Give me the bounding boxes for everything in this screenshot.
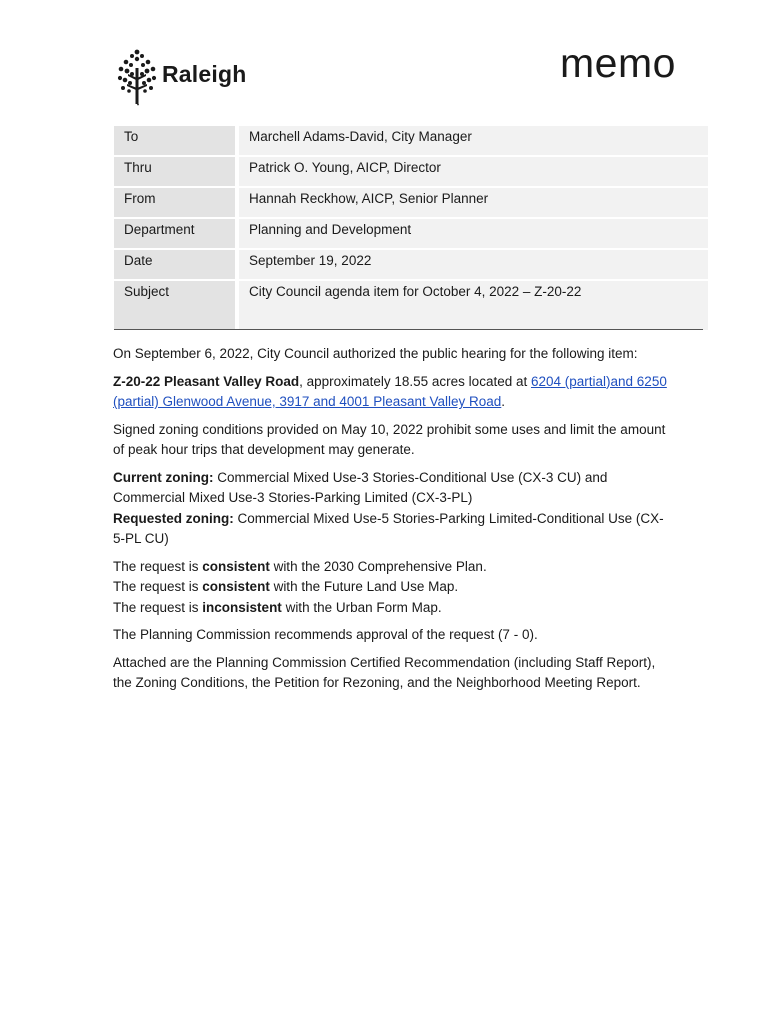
header-label: Subject xyxy=(114,281,235,330)
attachments-paragraph: Attached are the Planning Commission Certified Recommendation (including Staff Report), the Zoning Conditions, the Petition for Rezoning, and the Neighborhood Meeting Report. xyxy=(113,654,656,690)
zoning-paragraph xyxy=(113,468,673,550)
header-value: Hannah Reckhow, AICP, Senior Planner xyxy=(235,188,708,217)
memo-header-table xyxy=(114,124,708,332)
recommendation-paragraph: The Planning Commission recommends approval of the request (7 - 0). xyxy=(113,627,538,642)
case-title: Z-20-22 Pleasant Valley Road xyxy=(113,373,300,389)
consistency-pre: The request is xyxy=(113,558,203,574)
current-zoning-value: Commercial Mixed Use-3 Stories-Conditional Use (CX-3 CU) and Commercial Mixed Use-3 Stories-Parking Limited (CX-3-PL) xyxy=(113,469,608,505)
consistency-term: inconsistent xyxy=(202,599,282,615)
intro-paragraph: On September 6, 2022, City Council authorized the public hearing for the following item: xyxy=(113,346,638,361)
header-divider xyxy=(114,329,703,330)
header-row-to xyxy=(114,126,708,155)
consistency-post: with the 2030 Comprehensive Plan. xyxy=(269,558,487,574)
consistency-paragraph xyxy=(113,557,673,619)
case-end: . xyxy=(501,394,506,409)
requested-zoning-label: Requested zoning: xyxy=(113,510,234,526)
consistency-post: with the Urban Form Map. xyxy=(281,599,442,615)
raleigh-logo xyxy=(116,48,246,106)
header-value: September 19, 2022 xyxy=(235,250,708,279)
consistency-term: consistent xyxy=(202,579,270,594)
header-row-date xyxy=(114,250,708,279)
consistency-term: consistent xyxy=(202,558,270,574)
requested-zoning-value: Commercial Mixed Use-5 Stories-Parking Limited-Conditional Use (CX-5-PL CU) xyxy=(113,510,664,546)
header-label: Department xyxy=(114,219,235,248)
address-link[interactable]: 6204 (partial)and 6250 (partial) Glenwood Avenue, 3917 and 4001 Pleasant Valley Road xyxy=(113,373,667,409)
header-value: Marchell Adams-David, City Manager xyxy=(235,126,708,155)
case-description: , approximately 18.55 acres located at xyxy=(299,373,531,389)
consistency-pre: The request is xyxy=(113,579,203,594)
header-value: Planning and Development xyxy=(235,219,708,248)
header-label: From xyxy=(114,188,235,217)
logo-text: Raleigh xyxy=(162,60,247,87)
header-value: City Council agenda item for October 4, 2022 – Z-20-22 xyxy=(235,281,708,330)
header-row-subject xyxy=(114,281,708,330)
conditions-paragraph: Signed zoning conditions provided on May 10, 2022 prohibit some uses and limit the amount of peak hour trips that development may generate. xyxy=(113,421,666,457)
header-value: Patrick O. Young, AICP, Director xyxy=(235,157,708,186)
oak-tree-icon xyxy=(116,48,158,106)
header-row-from xyxy=(114,188,708,217)
memo-body xyxy=(113,344,673,701)
current-zoning-label: Current zoning: xyxy=(113,469,214,485)
case-paragraph xyxy=(113,372,673,413)
header-label: To xyxy=(114,126,235,155)
header-label: Date xyxy=(114,250,235,279)
memo-title: memo xyxy=(560,40,676,86)
consistency-pre: The request is xyxy=(113,599,203,615)
header-label: Thru xyxy=(114,157,235,186)
consistency-post: with the Future Land Use Map. xyxy=(269,579,459,594)
header-row-thru xyxy=(114,157,708,186)
header-row-department xyxy=(114,219,708,248)
